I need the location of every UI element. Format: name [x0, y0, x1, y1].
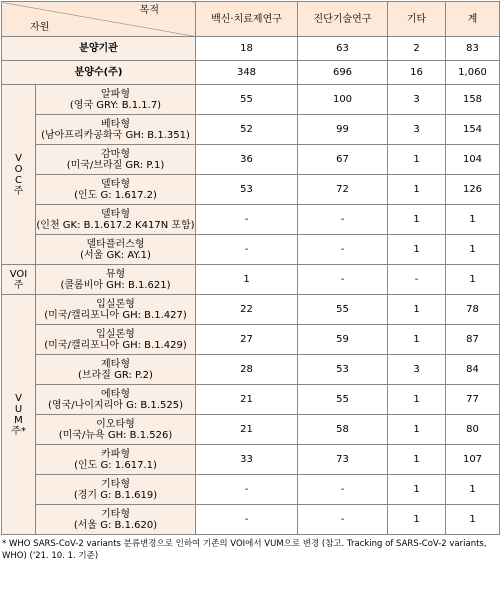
group-label-part: 주* — [11, 425, 26, 437]
variant-name-cell — [36, 145, 196, 175]
purpose-header-label: 목적 — [139, 5, 159, 16]
value-total: 107 — [446, 445, 500, 475]
group-label-part: U — [14, 403, 23, 415]
value-vaccine: 21 — [196, 415, 298, 445]
value-total: 84 — [446, 355, 500, 385]
group-label-part: 주 — [13, 279, 24, 291]
variant-row — [2, 265, 500, 295]
value-other: 1 — [388, 415, 446, 445]
variant-name: 델타형 — [101, 208, 130, 220]
value-diagnostic: 53 — [298, 355, 388, 385]
variant-lineage: (콜롬비아 GH: B.1.621) — [60, 279, 171, 291]
value-vaccine: 33 — [196, 445, 298, 475]
value-diagnostic: 58 — [298, 415, 388, 445]
value-other: - — [388, 265, 446, 295]
value-total: 77 — [446, 385, 500, 415]
variant-row — [2, 355, 500, 385]
value-vaccine: - — [196, 475, 298, 505]
variant-row — [2, 115, 500, 145]
value-vaccine: - — [196, 505, 298, 535]
value-total: 1,060 — [446, 61, 500, 85]
value-diagnostic: 55 — [298, 385, 388, 415]
value-other: 16 — [388, 61, 446, 85]
variant-name: 델타플러스형 — [86, 238, 145, 250]
value-other: 3 — [388, 355, 446, 385]
summary-row — [2, 37, 500, 61]
variant-row — [2, 205, 500, 235]
value-other: 1 — [388, 235, 446, 265]
variant-name-cell — [36, 505, 196, 535]
value-other: 1 — [388, 175, 446, 205]
variant-name-cell — [36, 415, 196, 445]
col-header-total: 계 — [446, 2, 500, 37]
variant-row — [2, 235, 500, 265]
corner-header-cell — [2, 2, 196, 37]
value-other: 1 — [388, 445, 446, 475]
value-other: 1 — [388, 145, 446, 175]
variant-lineage: (남아프리카공화국 GH: B.1.351) — [41, 129, 190, 141]
value-total: 154 — [446, 115, 500, 145]
group-label-part: C — [15, 174, 22, 186]
value-total: 78 — [446, 295, 500, 325]
group-label-part: VOI — [9, 268, 28, 280]
variant-name-cell — [36, 85, 196, 115]
value-total: 83 — [446, 37, 500, 61]
variant-row — [2, 505, 500, 535]
variant-lineage: (영국/나이지리아 G: B.1.525) — [48, 399, 183, 411]
variant-name-cell — [36, 265, 196, 295]
value-other: 1 — [388, 205, 446, 235]
variant-row — [2, 385, 500, 415]
value-diagnostic: 63 — [298, 37, 388, 61]
variant-row — [2, 85, 500, 115]
variant-name: 알파형 — [101, 88, 130, 100]
value-diagnostic: 73 — [298, 445, 388, 475]
variant-lineage: (미국/캘리포니아 GH: B.1.429) — [44, 339, 187, 351]
value-total: 104 — [446, 145, 500, 175]
group-label-part: M — [14, 414, 23, 426]
value-vaccine: 28 — [196, 355, 298, 385]
value-other: 3 — [388, 115, 446, 145]
variant-lineage: (미국/캘리포니아 GH: B.1.427) — [44, 309, 187, 321]
header-row — [2, 2, 500, 37]
col-header-other: 기타 — [388, 2, 446, 37]
variant-name: 베타형 — [101, 118, 130, 130]
value-diagnostic: 67 — [298, 145, 388, 175]
value-diagnostic: - — [298, 205, 388, 235]
value-vaccine: 348 — [196, 61, 298, 85]
footnote: * WHO SARS-CoV-2 variants 분류변경으로 인하여 기존의 VOI에서 VUM으로 변경 (참고. Tracking of SARS-CoV-2 variants, WHO) ('21. 10. 1. 기준) — [2, 539, 487, 561]
value-diagnostic: 59 — [298, 325, 388, 355]
value-diagnostic: 99 — [298, 115, 388, 145]
col-header-vaccine: 백신·치료제연구 — [196, 2, 298, 37]
variant-name-cell — [36, 355, 196, 385]
value-total: 1 — [446, 205, 500, 235]
variant-name-cell — [36, 235, 196, 265]
summary-row-label: 분양수(주) — [2, 61, 196, 85]
variant-name-cell — [36, 475, 196, 505]
value-total: 1 — [446, 505, 500, 535]
variant-name: 기타형 — [101, 478, 130, 490]
value-total: 80 — [446, 415, 500, 445]
variant-lineage: (경기 G: B.1.619) — [73, 489, 158, 501]
value-total: 87 — [446, 325, 500, 355]
group-label-part: V — [15, 392, 22, 404]
resource-header-label: 자원 — [30, 22, 50, 33]
group-label — [2, 295, 36, 535]
variant-name: 제타형 — [101, 358, 130, 370]
summary-row — [2, 61, 500, 85]
value-vaccine: 36 — [196, 145, 298, 175]
variant-name: 이오타형 — [96, 418, 135, 430]
value-other: 2 — [388, 37, 446, 61]
variant-name: 입실론형 — [96, 328, 135, 340]
value-diagnostic: - — [298, 475, 388, 505]
variant-row — [2, 415, 500, 445]
variant-row — [2, 145, 500, 175]
variant-lineage: (인도 G: 1.617.2) — [74, 189, 157, 201]
value-diagnostic: - — [298, 235, 388, 265]
summary-row-label: 분양기관 — [2, 37, 196, 61]
variant-name-cell — [36, 175, 196, 205]
variant-lineage: (미국/뉴욕 GH: B.1.526) — [58, 429, 173, 441]
value-vaccine: 52 — [196, 115, 298, 145]
variant-name: 뮤형 — [105, 268, 126, 280]
group-label-part: 주 — [13, 185, 24, 197]
variant-row — [2, 475, 500, 505]
variant-lineage: (미국/브라질 GR: P.1) — [66, 159, 165, 171]
value-other: 1 — [388, 325, 446, 355]
value-total: 1 — [446, 265, 500, 295]
value-total: 1 — [446, 235, 500, 265]
variant-lineage: (서울 G: B.1.620) — [73, 519, 158, 531]
variant-name-cell — [36, 385, 196, 415]
value-vaccine: 53 — [196, 175, 298, 205]
value-vaccine: 27 — [196, 325, 298, 355]
variant-name: 감마형 — [101, 148, 130, 160]
value-other: 1 — [388, 385, 446, 415]
variant-name-cell — [36, 205, 196, 235]
group-label — [2, 265, 36, 295]
value-other: 1 — [388, 475, 446, 505]
value-total: 158 — [446, 85, 500, 115]
variant-name: 기타형 — [101, 508, 130, 520]
value-other: 3 — [388, 85, 446, 115]
variant-lineage: (영국 GRY: B.1.1.7) — [69, 99, 162, 111]
value-vaccine: 21 — [196, 385, 298, 415]
value-diagnostic: - — [298, 505, 388, 535]
value-other: 1 — [388, 505, 446, 535]
variant-name: 델타형 — [101, 178, 130, 190]
variant-distribution-table — [1, 1, 500, 535]
value-diagnostic: 72 — [298, 175, 388, 205]
value-vaccine: 22 — [196, 295, 298, 325]
variant-lineage: (서울 GK: AY.1) — [80, 249, 151, 261]
value-vaccine: - — [196, 235, 298, 265]
variant-name: 에타형 — [101, 388, 130, 400]
value-vaccine: 18 — [196, 37, 298, 61]
variant-row — [2, 325, 500, 355]
variant-name-cell — [36, 115, 196, 145]
value-total: 126 — [446, 175, 500, 205]
variant-lineage: (브라질 GR: P.2) — [78, 369, 153, 381]
variant-row — [2, 175, 500, 205]
variant-name: 카파형 — [101, 448, 130, 460]
value-diagnostic: - — [298, 265, 388, 295]
variant-name-cell — [36, 325, 196, 355]
col-header-diagnostic: 진단기술연구 — [298, 2, 388, 37]
variant-name: 입실론형 — [96, 298, 135, 310]
variant-lineage: (인천 GK: B.1.617.2 K417N 포함) — [36, 219, 195, 231]
value-diagnostic: 55 — [298, 295, 388, 325]
value-total: 1 — [446, 475, 500, 505]
variant-name-cell — [36, 445, 196, 475]
group-label-part: V — [15, 152, 22, 164]
value-other: 1 — [388, 295, 446, 325]
value-vaccine: 1 — [196, 265, 298, 295]
variant-row — [2, 445, 500, 475]
group-label-part: O — [14, 163, 23, 175]
variant-name-cell — [36, 295, 196, 325]
variant-row — [2, 295, 500, 325]
value-diagnostic: 696 — [298, 61, 388, 85]
value-diagnostic: 100 — [298, 85, 388, 115]
value-vaccine: 55 — [196, 85, 298, 115]
variant-lineage: (인도 G: 1.617.1) — [74, 459, 157, 471]
value-vaccine: - — [196, 205, 298, 235]
group-label — [2, 85, 36, 265]
